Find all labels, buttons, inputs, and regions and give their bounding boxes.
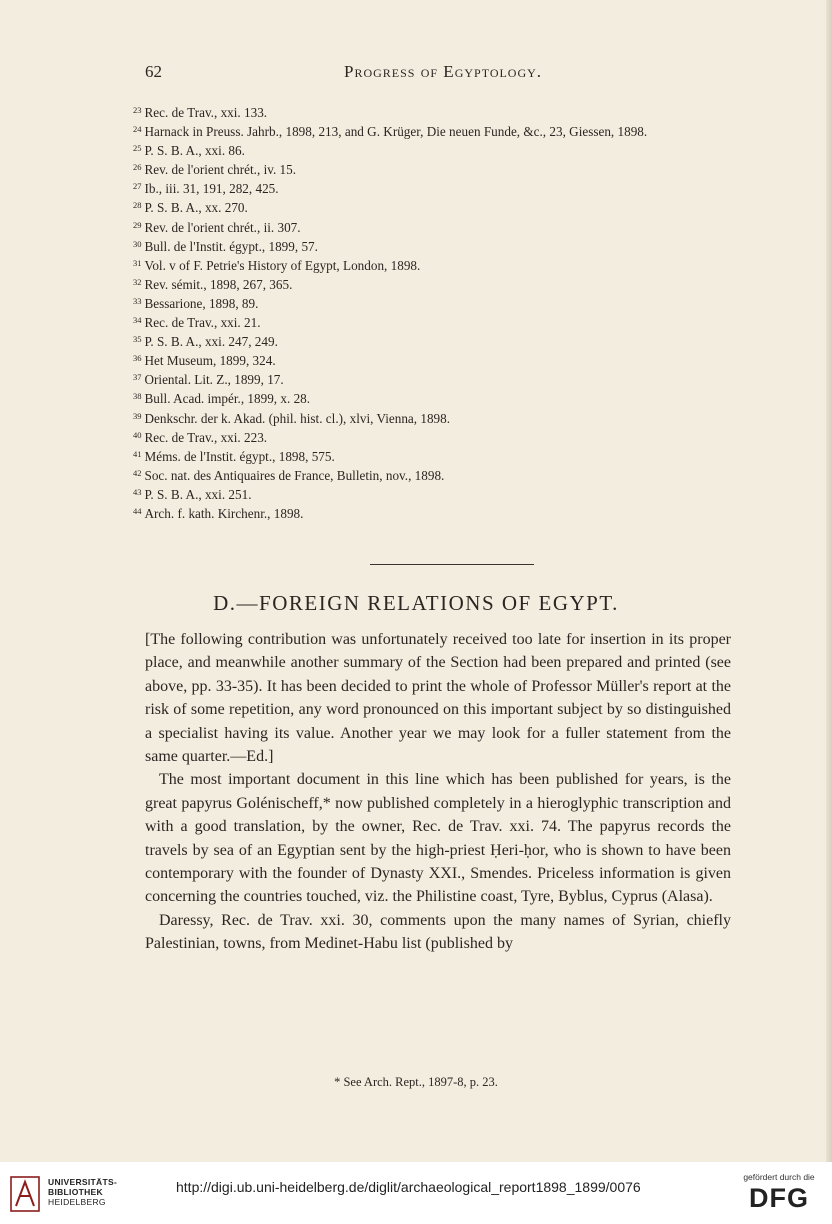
digitization-footer [0, 1162, 832, 1224]
footnote-37: $^{37}$ Oriental. Lit. Z., 1899, 17. [133, 372, 284, 388]
page-edge-shadow [826, 0, 832, 1162]
running-title: Progress of Egyptology. [344, 62, 543, 81]
footnote-41: $^{41}$ Méms. de l'Instit. égypt., 1898, 575. [133, 448, 335, 464]
footnote-31: $^{31}$ Vol. v of F. Petrie's History of Egypt, London, 1898. [133, 257, 421, 273]
paragraph-editorial-note: [The following contribution was unfortunately received too late for insertion in its proper place, and meanwhile another summary of the Section had been prepared and printed (see above, pp. 33-35). It has been decided to print the whole of Professor Müller's report at the risk of some repetition, any word pronounced on this important subject by so distinguished a specialist having its value. Another year we may look for a fuller statement from the same quarter.—Ed.] [145, 631, 731, 766]
funder-label: gefördert durch die [743, 1172, 815, 1182]
footnote-35: $^{35}$ P. S. B. A., xxi. 247, 249. [133, 334, 278, 350]
footnote-32: $^{32}$ Rev. sémit., 1898, 267, 365. [133, 276, 293, 292]
footnote-39: $^{39}$ Denkschr. der k. Akad. (phil. hist. cl.), xlvi, Vienna, 1898. [133, 410, 451, 426]
footnote-28: $^{28}$ P. S. B. A., xx. 270. [133, 200, 248, 216]
footnote-25: $^{25}$ P. S. B. A., xxi. 86. [133, 143, 245, 159]
footnote-33: $^{33}$ Bessarione, 1898, 89. [133, 295, 259, 311]
footnote-36: $^{36}$ Het Museum, 1899, 324. [133, 353, 276, 369]
library-name: UNIVERSITÄTS- BIBLIOTHEK HEIDELBERG [48, 1177, 118, 1207]
footnotes-list [133, 102, 733, 522]
footnote-38: $^{38}$ Bull. Acad. impér., 1899, x. 28. [133, 391, 311, 407]
permalink-url[interactable]: http://digi.ub.uni-heidelberg.de/diglit/archaeological_report1898_1899/0076 [176, 1179, 641, 1195]
footnote-42: $^{42}$ Soc. nat. des Antiquaires de France, Bulletin, nov., 1898. [133, 467, 445, 483]
funder-block [733, 1172, 825, 1214]
page-number: 62 [145, 62, 162, 81]
footnote-40: $^{40}$ Rec. de Trav., xxi. 223. [133, 429, 268, 445]
paragraph-daressy: Daressy, Rec. de Trav. xxi. 30, comments upon the many names of Syrian, chiefly Palestinian, towns, from Medinet-Habu list (published by [145, 911, 731, 953]
footnote-29: $^{29}$ Rev. de l'orient chrét., ii. 307. [133, 219, 301, 235]
running-head [0, 62, 832, 86]
footnote-43: $^{43}$ P. S. B. A., xxi. 251. [133, 486, 252, 502]
footnote-34: $^{34}$ Rec. de Trav., xxi. 21. [133, 315, 261, 331]
dfg-logo-icon: DFG [749, 1183, 809, 1213]
library-logo-icon [10, 1176, 40, 1212]
section-divider [370, 564, 534, 565]
footnote-44: $^{44}$ Arch. f. kath. Kirchenr., 1898. [133, 505, 304, 521]
paragraph-papyrus: The most important document in this line which has been published for years, is the great papyrus Golénischeff,* now published completely in a hieroglyphic transcription and with a good translation, by the owner, Rec. de Trav. xxi. 74. The papyrus records the travels by sea of an Egyptian sent by the high-priest Ḥeri-ḥor, who is shown to have been contemporary with the founder of Dynasty XXI., Smendes. Priceless information is given concerning the countries touched, viz. the Philistine coast, Tyre, Byblus, Cyprus (Alasa). [145, 771, 731, 906]
footnote-24: $^{24}$ Harnack in Preuss. Jahrb., 1898, 213, and G. Krüger, Die neuen Funde, &c., 23, Giessen, 1898. [133, 124, 648, 140]
footnote-23: $^{23}$ Rec. de Trav., xxi. 133. [133, 105, 268, 120]
footnote-27: $^{27}$ Ib., iii. 31, 191, 282, 425. [133, 181, 279, 197]
footnote-30: $^{30}$ Bull. de l'Instit. égypt., 1899, 57. [133, 238, 318, 254]
section-heading: D.—FOREIGN RELATIONS OF EGYPT. [213, 591, 619, 615]
body-text [145, 628, 731, 956]
footnote-26: $^{26}$ Rev. de l'orient chrét., iv. 15. [133, 162, 297, 178]
page-footnote: * See Arch. Rept., 1897-8, p. 23. [334, 1075, 498, 1089]
